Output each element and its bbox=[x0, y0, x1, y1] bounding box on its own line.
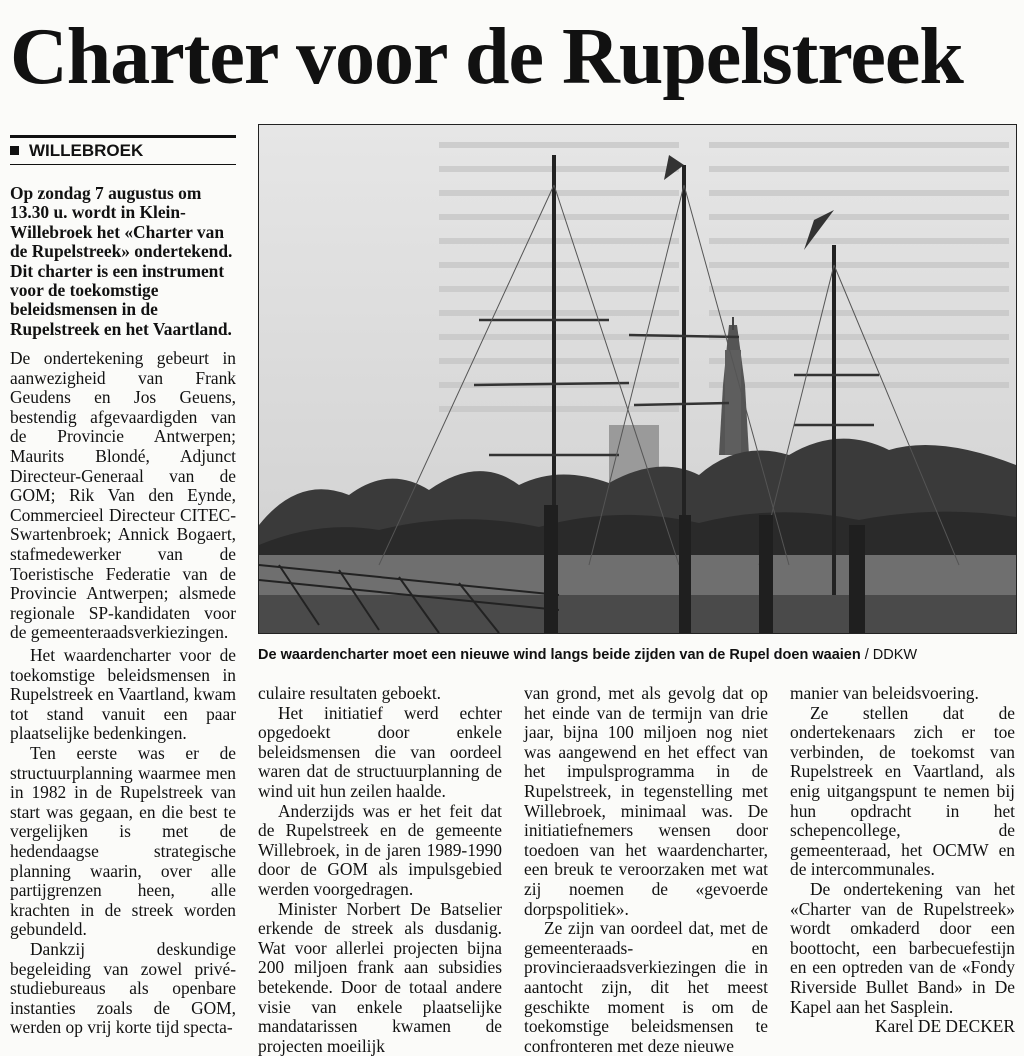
lead-paragraph: Op zondag 7 augustus om 13.30 u. wordt in Klein-Willebroek het «Charter van de Rupelstreek» ondertekend. Dit charter is een instrument voor de toekomstige beleidsmensen in de Rupelstreek en het Vaartland. bbox=[10, 183, 233, 339]
byline: Karel DE DECKER bbox=[874, 1016, 1015, 1037]
paragraph: Anderzijds was er het feit dat de Rupelstreek en de gemeente Willebroek, in de jaren 1989-1990 door de GOM als impulsgebied werden voorgedragen. bbox=[258, 800, 502, 899]
paragraph: Dankzij deskundige begeleiding van zowel privé-studiebureaus als openbare instanties zoals de GOM, werden op vrij korte tijd specta- bbox=[10, 938, 236, 1038]
paragraph: De ondertekening van het «Charter van de Rupelstreek» wordt omkaderd door een boottocht, een barbecuefestijn en een optreden van de «Fondy Riverside Bullet Band» in De Kapel aan het Sasplein. bbox=[790, 878, 1015, 1017]
paragraph: Minister Norbert De Batselier erkende de streek als dusdanig. Wat voor allerlei projecten bijna 200 miljoen frank aan subsidies betekende. Door de totaal andere visie van enkele plaatselijke mandatarissen kwamen de projecten moeilijk bbox=[258, 898, 502, 1056]
column-1-lower bbox=[10, 646, 236, 1038]
photo-ship-masts bbox=[258, 124, 1017, 634]
paragraph: Ze stellen dat de ondertekenaars zich er toe verbinden, de toekomst van Rupelstreek en Vaartland, als enig uitgangspunt te nemen bij hun opdracht in het schepencollege, de gemeenteraad, het OCMW en de intercommunales. bbox=[790, 702, 1015, 880]
column-4 bbox=[790, 684, 1015, 1037]
photo-caption bbox=[258, 647, 1018, 663]
paragraph: manier van beleidsvoering. bbox=[790, 683, 979, 703]
column-1 bbox=[10, 349, 236, 643]
paragraph: Het initiatief werd echter opgedoekt door enkele beleidsmensen die van oordeel waren dat de structuurplanning de wind uit hun zeilen haalde. bbox=[258, 702, 502, 801]
paragraph: Ten eerste was er de structuurplanning waarmee men in 1982 in de Rupelstreek van start was gegaan, en die best te vergelijken is met de hedendaagse strategische planning waarin, over alle partijgrenzen heen, alle krachten in de streek worden gebundeld. bbox=[10, 742, 236, 940]
column-3 bbox=[524, 684, 768, 1056]
kicker bbox=[10, 135, 236, 165]
paragraph: De ondertekening gebeurt in aanwezigheid van Frank Geudens en Jos Geuens, bestendig afgevaardigden van de Provincie Antwerpen; Maurits Blondé, Adjunct Directeur-Generaal van de GOM; Rik Van den Eynde, Commercieel Directeur CITEC-Swartenbroek; Annick Bogaert, stafmedewerker van de Toeristische Federatie van de Provincie Antwerpen; alsmede regionale SP-kandidaten voor de gemeenteraadsverkiezingen. bbox=[10, 348, 236, 643]
kicker-label: WILLEBROEK bbox=[29, 141, 144, 160]
paragraph: culaire resultaten geboekt. bbox=[258, 683, 442, 703]
photo-credit: / DDKW bbox=[860, 647, 918, 663]
paragraph: van grond, met als gevolg dat op het einde van de termijn van drie jaar, bijna 100 miljoen nog niet was aangewend en het effect van het impulsprogramma in de Rupelstreek, in tegenstelling met Willebroek, minimaal was. De initiatiefnemers wensen door toedoen van het waardencharter, een breuk te veroorzaken met wat zij noemen de «gevoerde dorpspolitiek». bbox=[524, 683, 768, 919]
caption-text: De waardencharter moet een nieuwe wind langs beide zijden van de Rupel doen waaien bbox=[258, 647, 861, 663]
harbor-photo-illustration bbox=[259, 125, 1016, 633]
paragraph: Ze zijn van oordeel dat, met de gemeenteraads- en provincieraadsverkiezingen die in aantocht zijn, dit het meest geschikte moment is om de toekomstige beleidsmensen te confronteren met deze nieuwe bbox=[524, 918, 768, 1056]
column-2 bbox=[258, 684, 502, 1056]
headline: Charter voor de Rupelstreek bbox=[10, 13, 963, 101]
square-bullet-icon bbox=[10, 146, 19, 155]
paragraph: Het waardencharter voor de toekomstige beleidsmensen in Rupelstreek en Vaartland, kwam tot stand vanuit een paar plaatselijke bedenkingen. bbox=[10, 645, 236, 744]
